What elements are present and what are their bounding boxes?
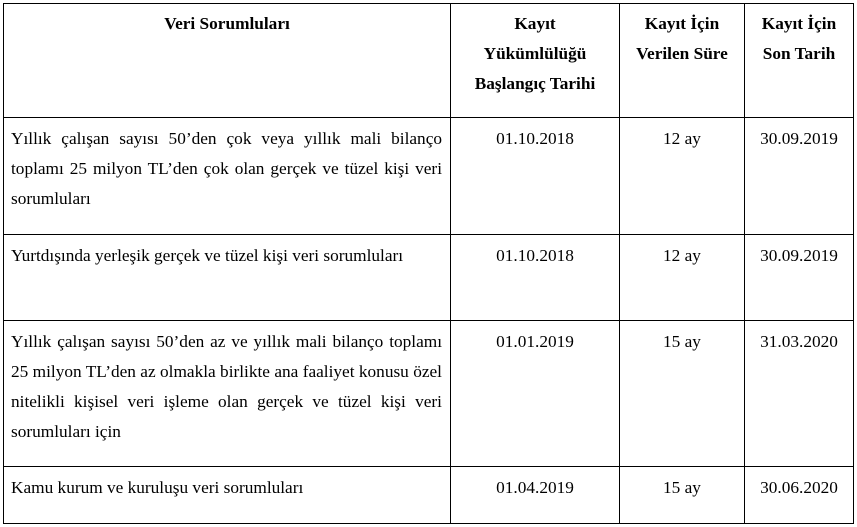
registration-deadlines-table xyxy=(3,3,854,524)
row-start-date: 01.01.2019 xyxy=(451,321,620,467)
header-kayit-baslangic-tarihi xyxy=(451,4,620,118)
row-duration: 12 ay xyxy=(620,118,745,235)
row-description: Yıllık çalışan sayısı 50’den çok veya yıllık mali bilanço toplamı 25 milyon TL’den çok olan gerçek ve tüzel kişi veri sorumluları xyxy=(4,118,451,235)
table-row xyxy=(4,118,854,235)
table-row xyxy=(4,321,854,467)
header-son-tarih xyxy=(745,4,854,118)
row-duration: 12 ay xyxy=(620,235,745,321)
row-start-date: 01.04.2019 xyxy=(451,467,620,524)
row-deadline: 30.06.2020 xyxy=(745,467,854,524)
row-start-date: 01.10.2018 xyxy=(451,118,620,235)
header-line: Verilen Süre xyxy=(636,44,728,63)
table-header-row xyxy=(4,4,854,118)
table-row xyxy=(4,235,854,321)
row-duration: 15 ay xyxy=(620,321,745,467)
row-description: Yurtdışında yerleşik gerçek ve tüzel kişi veri sorumluları xyxy=(4,235,451,321)
row-description: Yıllık çalışan sayısı 50’den az ve yıllık mali bilanço toplamı 25 milyon TL’den az olmakla birlikte ana faaliyet konusu özel nitelikli kişisel veri işleme olan gerçek ve tüzel kişi veri sorumluları için xyxy=(4,321,451,467)
row-deadline: 30.09.2019 xyxy=(745,118,854,235)
row-start-date: 01.10.2018 xyxy=(451,235,620,321)
header-line: Başlangıç Tarihi xyxy=(474,74,596,93)
header-line: Kayıt İçin xyxy=(761,14,837,33)
row-deadline: 30.09.2019 xyxy=(745,235,854,321)
header-veri-sorumlulari: Veri Sorumluları xyxy=(4,4,451,118)
header-line: Kayıt İçin xyxy=(644,14,720,33)
table-row xyxy=(4,467,854,524)
header-line: Yükümlülüğü xyxy=(483,44,587,63)
header-line: Kayıt xyxy=(514,14,556,33)
header-verilen-sure xyxy=(620,4,745,118)
row-deadline: 31.03.2020 xyxy=(745,321,854,467)
row-description: Kamu kurum ve kuruluşu veri sorumluları xyxy=(4,467,451,524)
row-duration: 15 ay xyxy=(620,467,745,524)
header-line: Son Tarih xyxy=(762,44,836,63)
